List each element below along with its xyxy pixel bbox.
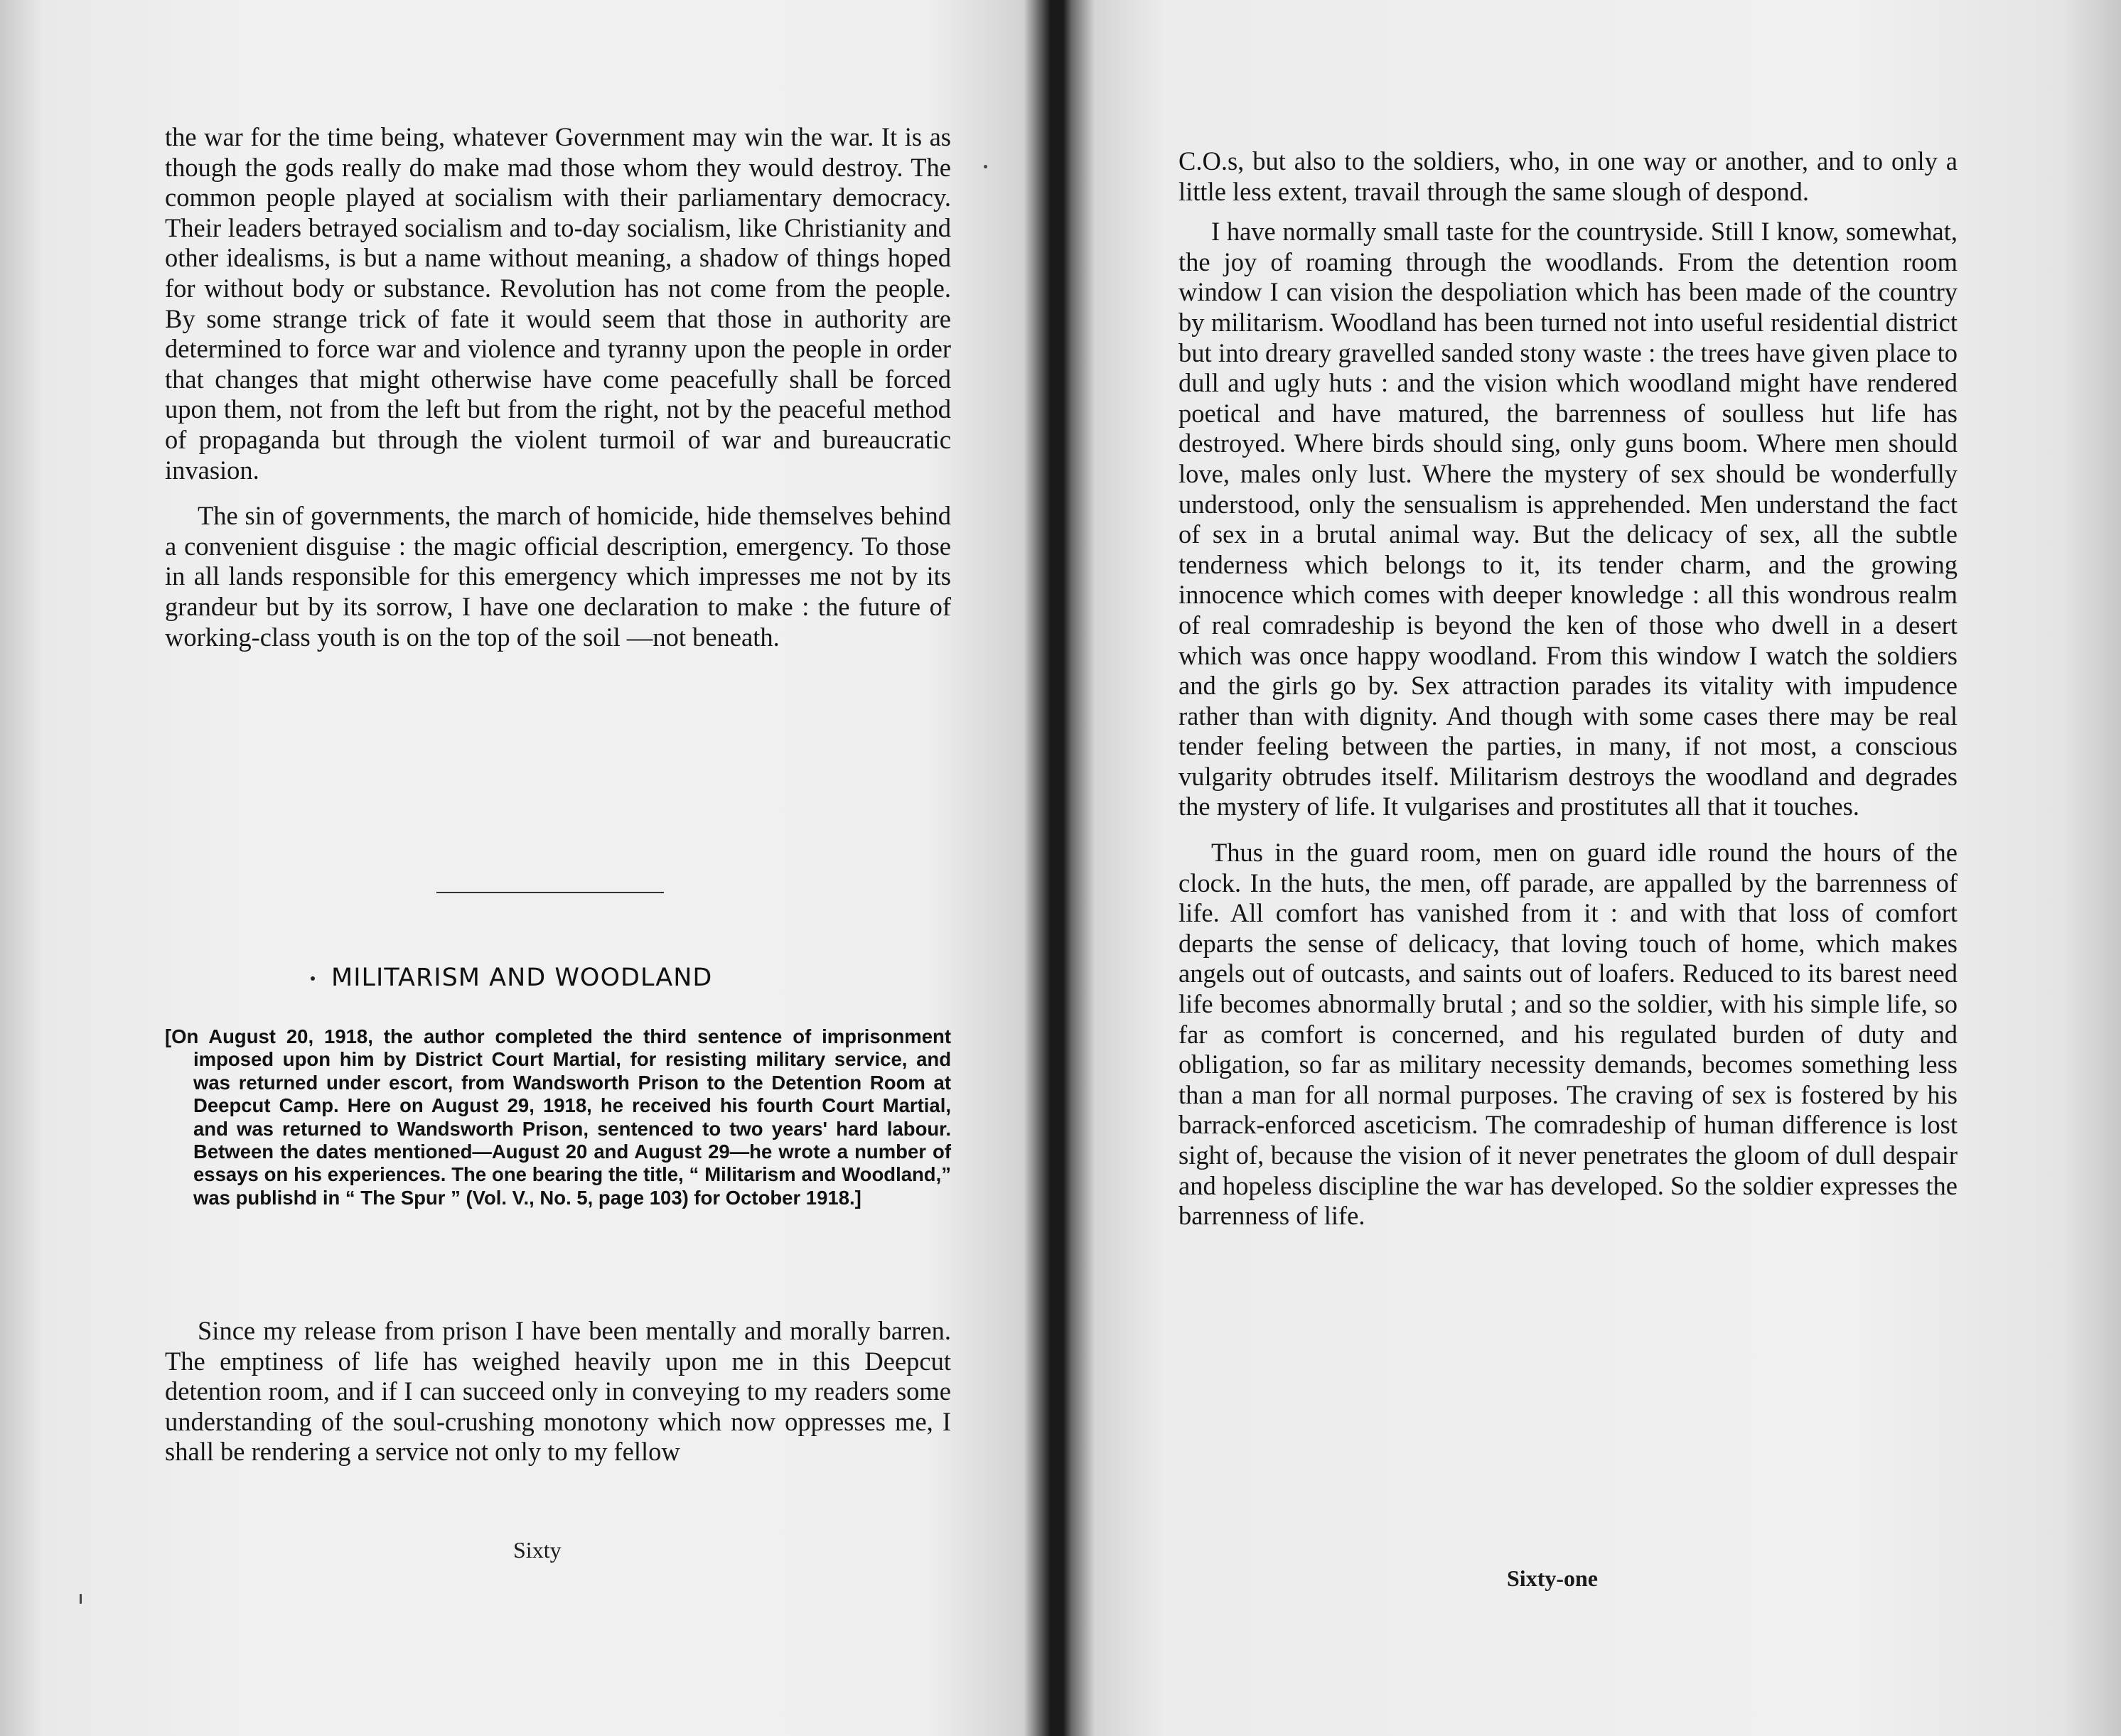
essay-heading: MILITARISM AND WOODLAND: [331, 964, 713, 992]
section-divider: [436, 892, 664, 893]
right-paragraph-guard-room: Thus in the guard room, men on guard idle round the hours of the clock. In the huts, the men, off parade, are appalled by the barrenness of life. All comfort has vanished from it : and with that loss of comfort departs the sense of delicacy, that loving touch of home, which makes angels out of outcasts, and saints out of loafers. Reduced to its barest need life becomes abnormally brutal ; and so the soldier, with his simple life, so far as comfort is concerned, and his regulated burden of duty and obligation, so far as military necessity demands, becomes something less than a man for all normal purposes. The craving of sex is fostered by his barrack-enforced asceticism. The comradeship of human difference is lost sight of, because the vision of it never penetrates the gloom of dull despair and hopeless discipline the war has developed. So the soldier expresses the barrenness of life.: [1178, 838, 1958, 1231]
left-page-body-bottom: [165, 1316, 951, 1467]
editorial-note: [On August 20, 1918, the author completed the third sentence of imprisonment imposed upon him by District Court Martial, for resisting military service, and was returned under escort, from Wandsworth Prison to the Detention Room at Deepcut Camp. Here on August 29, 1918, he received his fourth Court Martial, and was returned to Wandsworth Prison, sentenced to two years' hard labour. Between the dates mentioned—August 20 and August 29—he wrote a number of essays on his experiences. The one bearing the title, “ Militarism and Woodland,” was publishd in “ The Spur ” (Vol. V., No. 5, page 103) for October 1918.]: [165, 1025, 951, 1209]
right-page: [1066, 0, 2121, 1736]
right-continuation-paragraph: C.O.s, but also to the soldiers, who, in one way or another, and to only a little less extent, travail through the same slough of despond.: [1178, 146, 1958, 206]
right-page-body: [1178, 146, 1958, 1231]
heading-dot: [311, 976, 315, 981]
print-mark: [80, 1594, 82, 1604]
page-number-left: Sixty: [513, 1537, 562, 1563]
left-page-body-top: [165, 122, 951, 652]
left-continuation-paragraph: the war for the time being, whatever Government may win the war. It is as though the gods really do make mad those whom they would destroy. The common people played at socialism with their parliamentary democracy. Their leaders betrayed socialism and to-day socialism, like Christianity and other idealisms, is but a name without meaning, a shadow of things hoped for without body or substance. Revolution has not come from the people. By some strange trick of fate it would seem that those in authority are determined to force war and violence and tyranny upon the people in order that changes that might otherwise have come peacefully shall be forced upon them, not from the left but from the right, not by the peaceful method of propaganda but through the violent turmoil of war and bureaucratic invasion.: [165, 122, 951, 485]
print-speck: [984, 165, 987, 168]
page-number-right: Sixty-one: [1507, 1565, 1598, 1591]
left-paragraph-governments: The sin of governments, the march of homicide, hide themselves behind a convenient disguise : the magic official description, emergency. To those in all lands responsible for this emergency which impresses me not by its grandeur but by its sorrow, I have one declaration to make : the future of working-class youth is on the top of the soil —not beneath.: [165, 501, 951, 652]
left-paragraph-release: Since my release from prison I have been mentally and morally barren. The emptiness of life has weighed heavily upon me in this Deepcut detention room, and if I can succeed only in conveying to my readers some understanding of the soul-crushing monotony which now oppresses me, I shall be rendering a service not only to my fellow: [165, 1316, 951, 1467]
right-paragraph-countryside: I have normally small taste for the countryside. Still I know, somewhat, the joy of roaming through the woodlands. From the detention room window I can vision the despoliation which has been made of the country by militarism. Woodland has been turned not into useful residential district but into dreary gravelled sanded stony waste : the trees have given place to dull and ugly huts : and the vision which woodland might have rendered poetical and have matured, the barrenness of soulless hut life has destroyed. Where birds should sing, only guns boom. Where men should love, males only lust. Where the mystery of sex should be wonderfully understood, only the sensualism is apprehended. Men understand the fact of sex in a brutal animal way. But the delicacy of sex, all the subtle tenderness which belongs to it, its tender charm, and the growing innocence which comes with deeper knowledge : all this wondrous realm of real comradeship is beyond the ken of those who dwell in a desert which was once happy woodland. From this window I watch the soldiers and the girls go by. Sex attraction parades its vitality with impudence rather than with dignity. And though with some cases there may be real tender feeling between the parties, in many, if not most, a conscious vulgarity obtrudes itself. Militarism destroys the woodland and degrades the mystery of life. It vulgarises and prostitutes all that it touches.: [1178, 217, 1958, 821]
left-page: [0, 0, 1042, 1736]
